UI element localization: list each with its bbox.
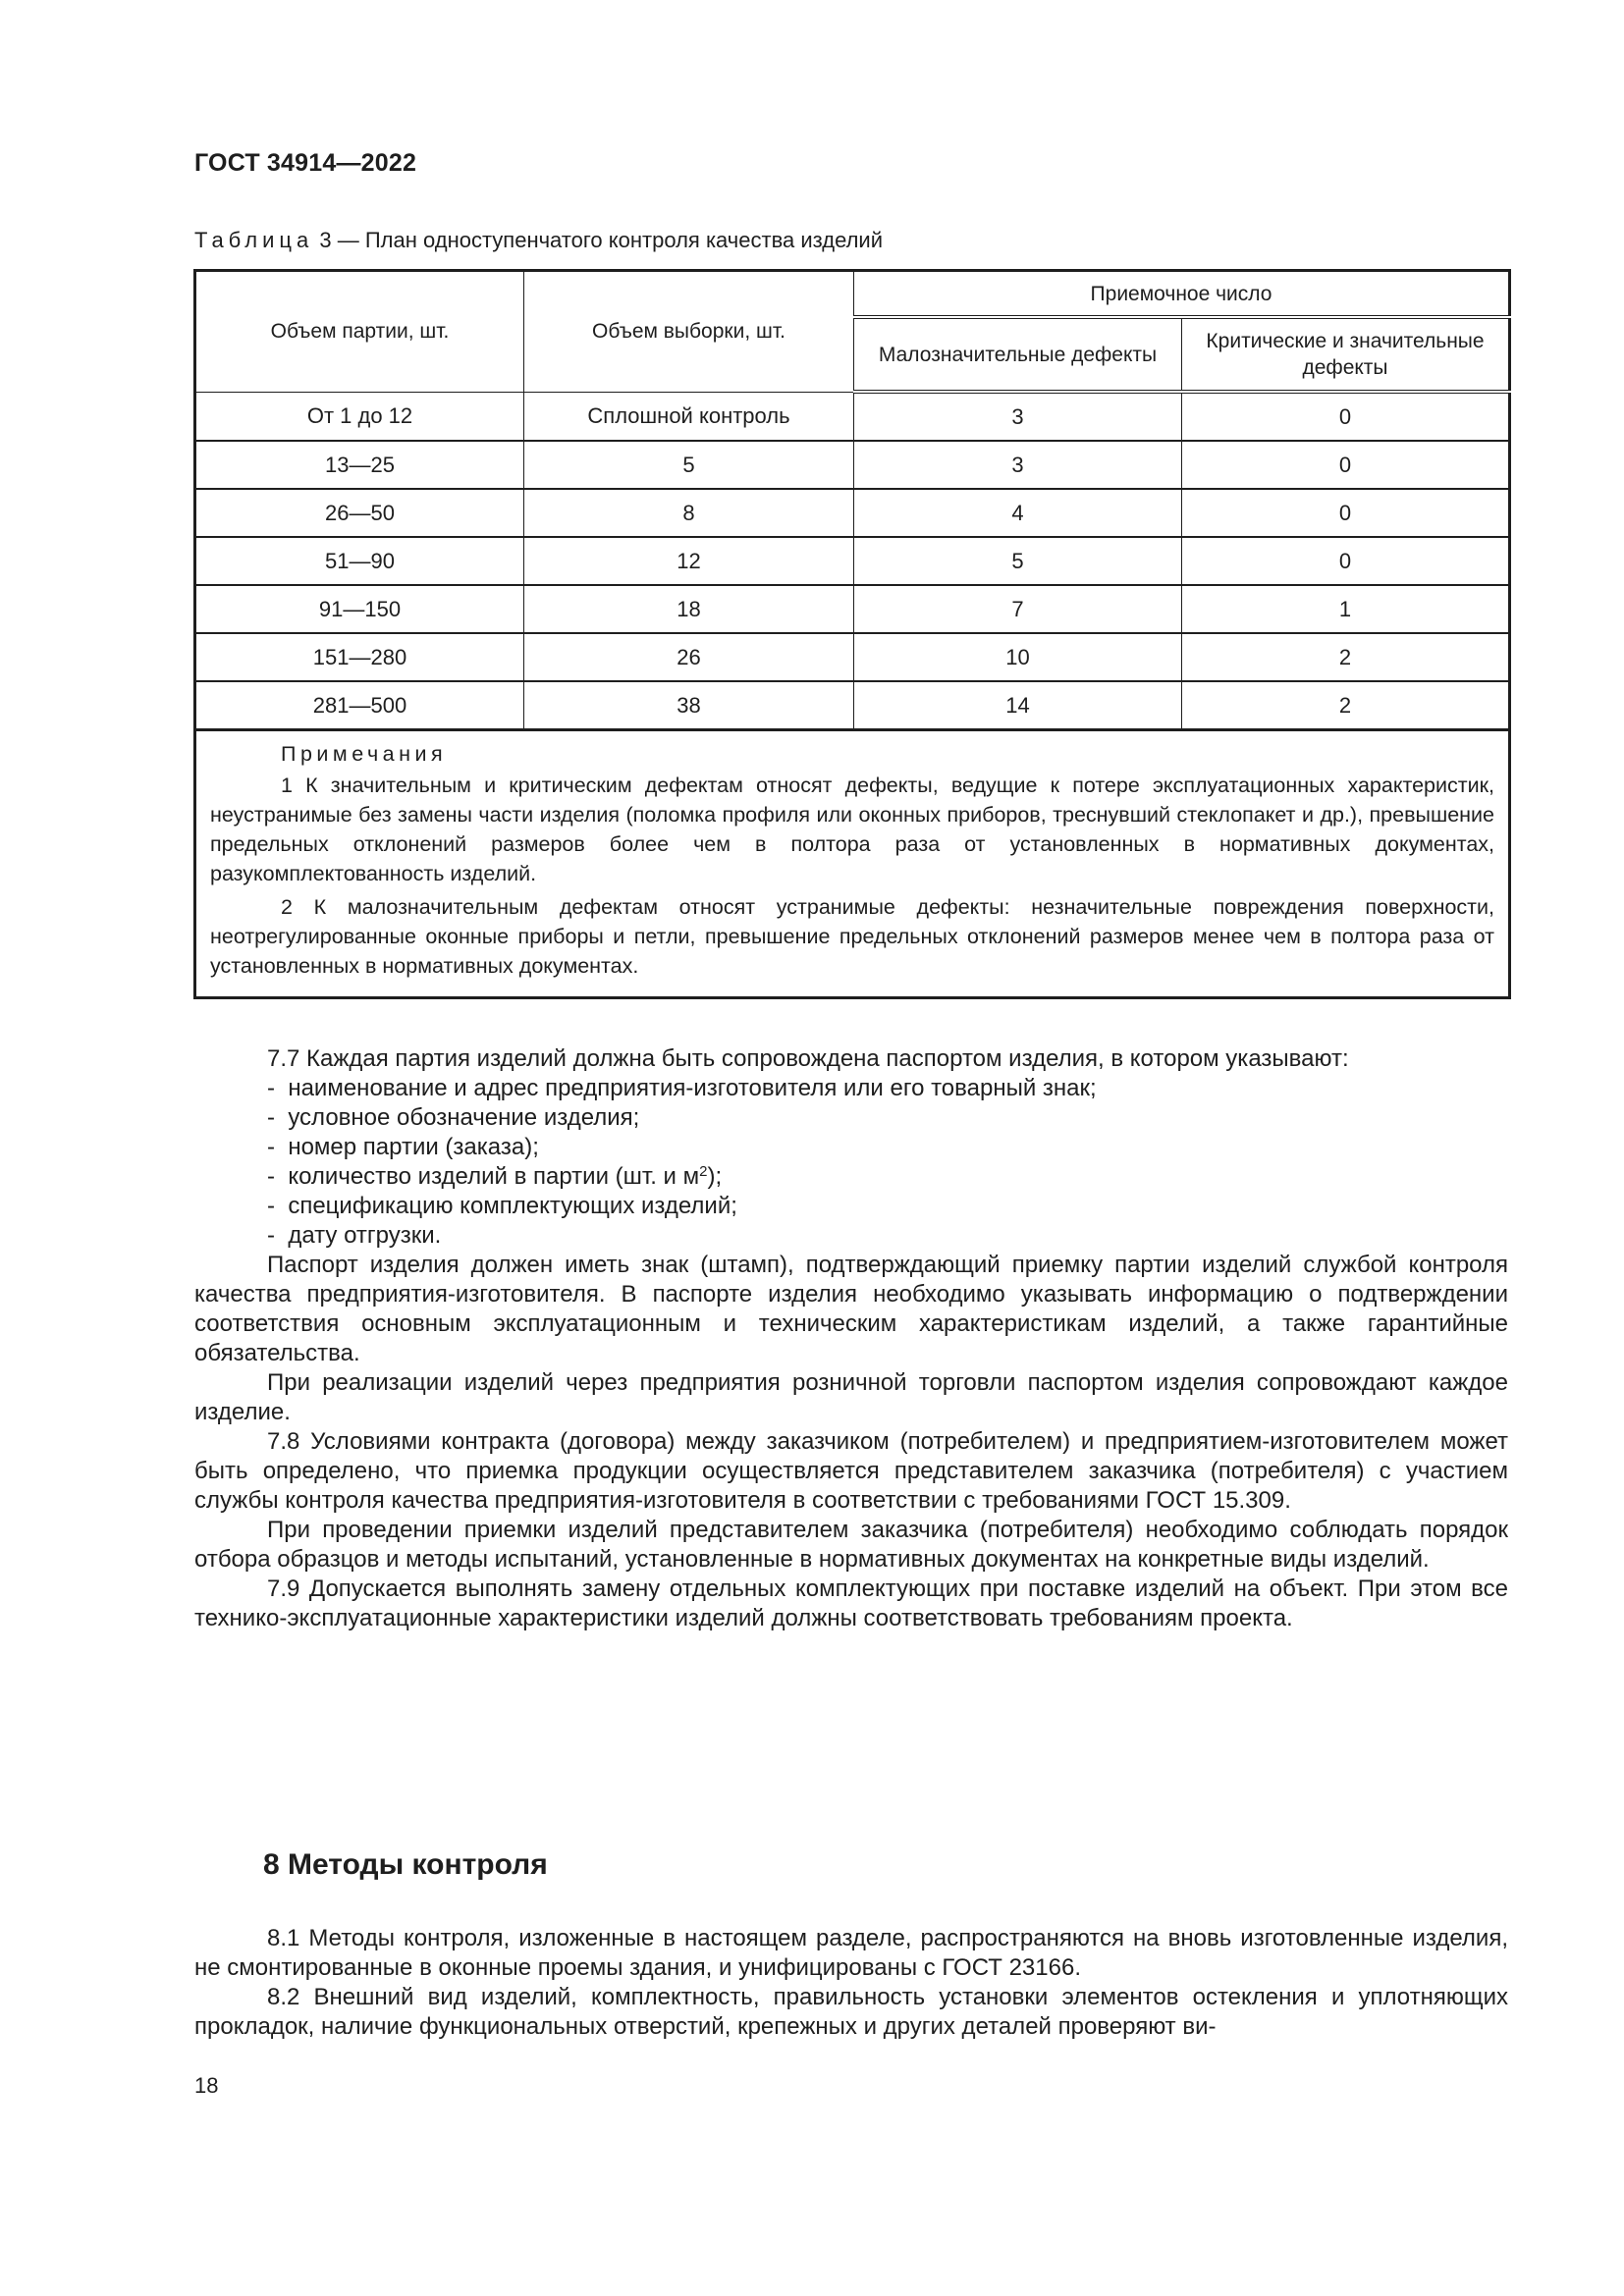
cell-minor: 5 — [854, 537, 1182, 585]
table-row — [195, 392, 1510, 441]
cell-critical: 2 — [1182, 633, 1510, 681]
section-7-text — [194, 1044, 1508, 1633]
paragraph-7-8: 7.8 Условиями контракта (договора) между заказчиком (потребителем) и предприятием-изготовителем может быть определено, что приемка продукции осуществляется представителем заказчика (потребителя) с участием службы контроля качества предприятия-изготовителя в соответствии с требованиями ГОСТ 15.309. — [194, 1428, 1508, 1514]
cell-lot-size: 26—50 — [195, 489, 524, 537]
cell-minor: 10 — [854, 633, 1182, 681]
cell-lot-size: От 1 до 12 — [195, 392, 524, 441]
cell-lot-size: 281—500 — [195, 681, 524, 730]
column-header-lot-size: Объем партии, шт. — [195, 271, 524, 393]
note-2: 2 К малозначительным дефектам относят устранимые дефекты: незначительные повреждения поверхности, неотрегулированные оконные приборы и петли, превышение предельных отклонений размеров менее чем в полтора раза от установленных в нормативных документах. — [210, 895, 1495, 978]
cell-minor: 3 — [854, 392, 1182, 441]
cell-critical: 1 — [1182, 585, 1510, 633]
cell-critical: 0 — [1182, 537, 1510, 585]
cell-lot-size: 91—150 — [195, 585, 524, 633]
list-item-text: количество изделий в партии (шт. и м — [288, 1163, 700, 1190]
section-heading: 8 Методы контроля — [263, 1848, 548, 1881]
cell-sample-size: 12 — [524, 537, 854, 585]
superscript: 2 — [699, 1163, 708, 1180]
table-row — [195, 585, 1510, 633]
section-8-text — [194, 1924, 1508, 2042]
document-code: ГОСТ 34914—2022 — [194, 149, 417, 177]
column-header-minor-defects: Малозначительные дефекты — [854, 317, 1182, 392]
paragraph-passport: Паспорт изделия должен иметь знак (штамп), подтверждающий приемку партии изделий службой контроля качества предприятия-изготовителя. В паспорте изделия необходимо указывать информацию о подтверждении соответствия основным эксплуатационным и техническим характеристикам изделий, а также гарантийные обязательства. — [194, 1252, 1508, 1366]
quality-control-plan-table — [193, 269, 1511, 999]
paragraph-7-9: 7.9 Допускается выполнять замену отдельных комплектующих при поставке изделий на объект. При этом все технико-эксплуатационные характеристики изделий должны соответствовать требованиям проекта. — [194, 1575, 1508, 1631]
cell-minor: 4 — [854, 489, 1182, 537]
list-item: - наименование и адрес предприятия-изготовителя или его товарный знак; — [194, 1074, 1508, 1103]
cell-sample-size: 18 — [524, 585, 854, 633]
notes-title: Примечания — [281, 742, 448, 766]
list-item: - спецификацию комплектующих изделий; — [194, 1192, 1508, 1221]
cell-sample-size: 8 — [524, 489, 854, 537]
table-caption-title: 3 — План одноступенчатого контроля качества изделий — [319, 228, 884, 252]
table-row — [195, 441, 1510, 489]
table-caption — [194, 228, 883, 253]
cell-lot-size: 151—280 — [195, 633, 524, 681]
table-notes — [195, 730, 1510, 998]
table-row — [195, 681, 1510, 730]
cell-minor: 7 — [854, 585, 1182, 633]
cell-critical: 0 — [1182, 392, 1510, 441]
list-item: - условное обозначение изделия; — [194, 1103, 1508, 1133]
table-caption-label: Таблица — [194, 228, 314, 252]
table-row — [195, 537, 1510, 585]
cell-minor: 3 — [854, 441, 1182, 489]
list-item-tail: ); — [707, 1163, 723, 1190]
cell-minor: 14 — [854, 681, 1182, 730]
column-header-critical-major-defects: Критические и значительные дефекты — [1182, 317, 1510, 392]
cell-sample-size: 26 — [524, 633, 854, 681]
list-item: - номер партии (заказа); — [194, 1133, 1508, 1162]
note-1: 1 К значительным и критическим дефектам относят дефекты, ведущие к потере эксплуатационных характеристик, неустранимые без замены части изделия (поломка профиля или оконных приборов, треснувший стеклопакет и др.), превышение предельных отклонений размеров более чем в полтора раза от установленных в нормативных документах, разукомплектованность изделий. — [210, 774, 1495, 885]
paragraph-8-2: 8.2 Внешний вид изделий, комплектность, правильность установки элементов остекления и уплотняющих прокладок, наличие функциональных отверстий, крепежных и других деталей проверяют ви- — [194, 1984, 1508, 2040]
cell-critical: 0 — [1182, 489, 1510, 537]
cell-lot-size: 51—90 — [195, 537, 524, 585]
paragraph-acceptance: При проведении приемки изделий представителем заказчика (потребителя) необходимо соблюдать порядок отбора образцов и методы испытаний, установленные в нормативных документах на конкретные виды изделий. — [194, 1517, 1508, 1573]
page-number: 18 — [194, 2073, 219, 2098]
paragraph-7-7: 7.7 Каждая партия изделий должна быть сопровождена паспортом изделия, в котором указывают: — [267, 1045, 1349, 1072]
cell-sample-size: 38 — [524, 681, 854, 730]
paragraph-retail: При реализации изделий через предприятия розничной торговли паспортом изделия сопровождают каждое изделие. — [194, 1369, 1508, 1425]
cell-lot-size: 13—25 — [195, 441, 524, 489]
list-item — [194, 1162, 1508, 1192]
table-notes-row — [195, 730, 1510, 998]
cell-critical: 0 — [1182, 441, 1510, 489]
cell-sample-size: 5 — [524, 441, 854, 489]
paragraph-8-1: 8.1 Методы контроля, изложенные в настоящем разделе, распространяются на вновь изготовленные изделия, не смонтированные в оконные проемы здания, и унифицированы с ГОСТ 23166. — [194, 1925, 1508, 1981]
table-row — [195, 489, 1510, 537]
column-header-acceptance-number: Приемочное число — [854, 271, 1510, 318]
table-row — [195, 633, 1510, 681]
cell-sample-size: Сплошной контроль — [524, 392, 854, 441]
column-header-sample-size: Объем выборки, шт. — [524, 271, 854, 393]
cell-critical: 2 — [1182, 681, 1510, 730]
list-item: - дату отгрузки. — [194, 1221, 1508, 1251]
